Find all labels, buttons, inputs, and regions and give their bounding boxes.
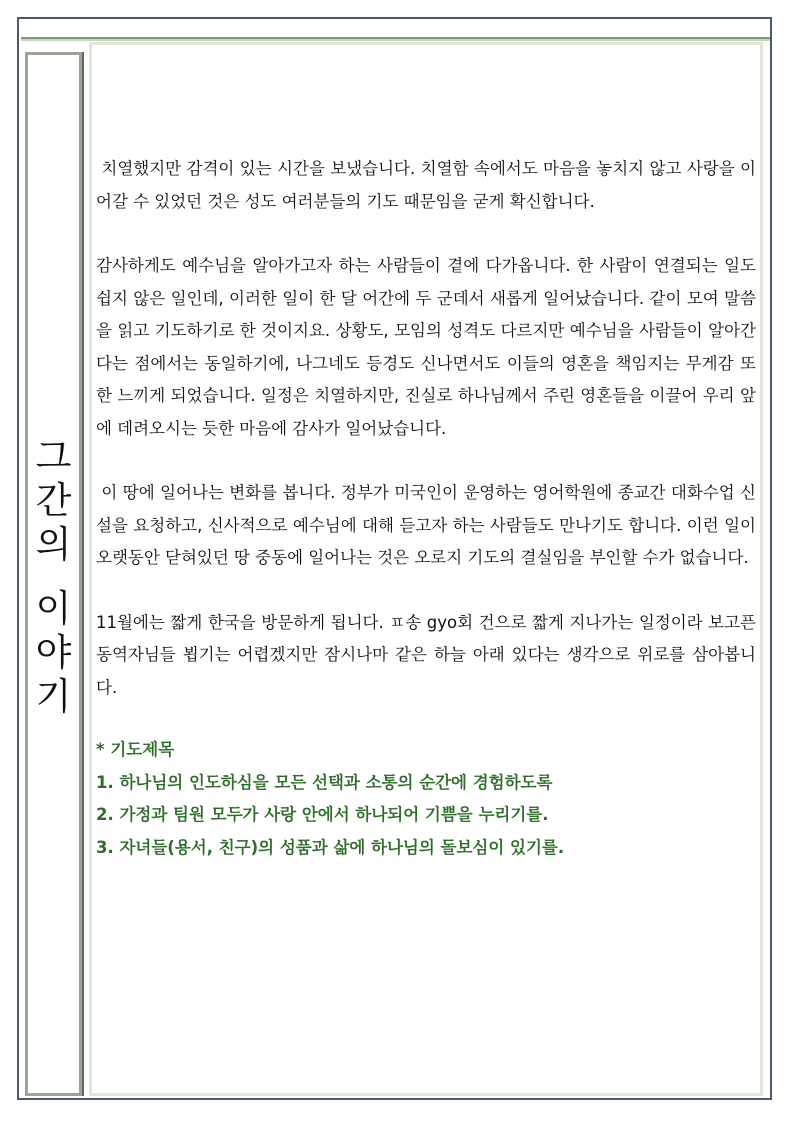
paragraph-4: 11월에는 짧게 한국을 방문하게 됩니다. ㅍ송 gyo회 건으로 짧게 지나가는 일정이라 보고픈 동역자님들 뵙기는 어렵겠지만 잠시나마 같은 하늘 아래 있다는 생각으로 위로를 삼아봅니다. bbox=[96, 612, 756, 697]
side-title-char: 간 bbox=[35, 479, 72, 522]
prayer-item: 1. 하나님의 인도하심을 모든 선택과 소통의 순간에 경험하도록 bbox=[96, 772, 553, 792]
paragraph-3: 이 땅에 일어나는 변화를 봅니다. 정부가 미국인이 운영하는 영어학원에 종교간 대화수업 신설을 요청하고, 신사적으로 예수님에 대해 듣고자 하는 사람들도 만나기도 합니다. 이런 일이 오랫동안 닫혀있던 땅 중동에 일어나는 것은 오로지 기도의 결실임을 부인할 수가 없습니다. bbox=[96, 483, 762, 567]
side-title-char: 기 bbox=[35, 675, 72, 718]
side-title bbox=[28, 435, 79, 719]
prayer-item: 2. 가정과 팀원 모두가 사랑 안에서 하나되어 기쁨을 누리기를. bbox=[96, 805, 549, 824]
side-title-char: 이 bbox=[35, 587, 72, 630]
side-title-char: 의 bbox=[35, 523, 72, 566]
prayer-heading: * 기도제목 bbox=[96, 740, 175, 759]
paragraph-1: 치열했지만 감격이 있는 시간을 보냈습니다. 치열함 속에서도 마음을 놓치지 않고 사랑을 이어갈 수 있었던 것은 성도 여러분들의 기도 때문임을 굳게 확신합니다. bbox=[96, 159, 756, 211]
letter-body bbox=[96, 153, 762, 864]
prayer-list bbox=[96, 734, 756, 864]
side-title-char: 그 bbox=[35, 435, 72, 478]
side-title-box bbox=[25, 52, 82, 1096]
prayer-item: 3. 자녀들(용서, 친구)의 성품과 삶에 하나님의 돌보심이 있기를. bbox=[96, 837, 565, 857]
paragraph-2: 감사하게도 예수님을 알아가고자 하는 사람들이 곁에 다가옵니다. 한 사람이 연결되는 일도 쉽지 않은 일인데, 이러한 일이 한 달 어간에 두 군데서 새롭게 일어났습니다. 같이 모여 말씀을 읽고 기도하기로 한 것이지요. 상황도, 모임의 성격도 다르지만 예수님을 사람들이 알아간다는 점에서는 동일하기에, 나그네도 등경도 신나면서도 이들의 영혼을 책임지는 무게감 또한 느끼게 되었습니다. 일정은 치열하지만, 진실로 하나님께서 주린 영혼들을 이끌어 우리 앞에 데려오시는 듯한 마음에 감사가 일어났습니다. bbox=[96, 256, 756, 438]
side-title-char: 야 bbox=[35, 631, 72, 674]
top-divider bbox=[21, 37, 770, 39]
